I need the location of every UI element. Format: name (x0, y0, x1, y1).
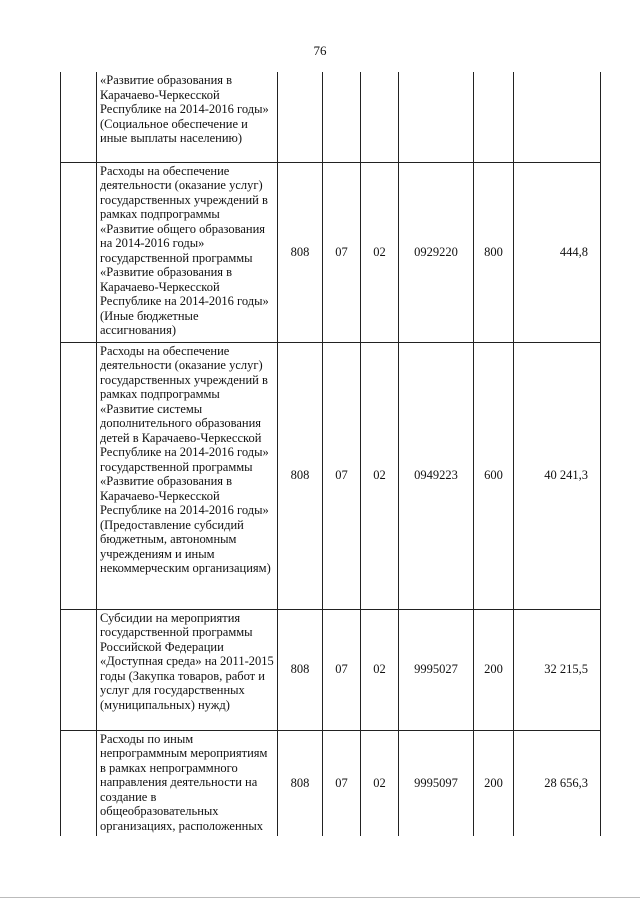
table-row (61, 342, 601, 609)
ministry-code-cell: 808 (278, 609, 323, 730)
target-code-cell: 9995097 (399, 730, 474, 836)
table-row (61, 730, 601, 836)
expense-type-cell: 800 (474, 162, 514, 342)
expense-name-cell: Расходы на обеспечение деятельности (оказание услуг) государственных учреждений в рамках подпрограммы «Развитие системы дополнительного образования детей в Карачаево-Черкесской Республике на 2014-2016 годы» государственной программы «Развитие образования в Карачаево-Черкесской Республике на 2014-2016 годы» (Предоставление субсидий бюджетным, автономным учреждениям и иным некоммерческим организациям) (97, 342, 278, 609)
amount-cell: 40 241,3 (514, 342, 601, 609)
target-code-cell: 0929220 (399, 162, 474, 342)
subsection-code-cell: 02 (361, 162, 399, 342)
ministry-code-cell: 808 (278, 342, 323, 609)
row-number-cell (61, 609, 97, 730)
section-code-cell: 07 (323, 609, 361, 730)
expense-type-cell: 200 (474, 730, 514, 836)
row-number-cell (61, 162, 97, 342)
scan-edge-line (0, 897, 640, 898)
section-code-cell: 07 (323, 342, 361, 609)
expense-name-cell: Субсидии на мероприятия государственной программы Российской Федерации «Доступная среда» на 2011-2015 годы (Закупка товаров, работ и услуг для государственных (муниципальных) нужд) (97, 609, 278, 730)
ministry-code-cell: 808 (278, 730, 323, 836)
section-code-cell: 07 (323, 162, 361, 342)
subsection-code-cell: 02 (361, 730, 399, 836)
expense-type-cell: 600 (474, 342, 514, 609)
section-code-cell (323, 72, 361, 162)
page-number: 76 (313, 43, 327, 58)
expense-type-cell (474, 72, 514, 162)
amount-cell: 32 215,5 (514, 609, 601, 730)
table-row (61, 72, 601, 162)
amount-cell: 28 656,3 (514, 730, 601, 836)
budget-table (60, 72, 601, 836)
row-number-cell (61, 342, 97, 609)
row-number-cell (61, 72, 97, 162)
subsection-code-cell: 02 (361, 609, 399, 730)
amount-cell: 444,8 (514, 162, 601, 342)
target-code-cell: 0949223 (399, 342, 474, 609)
amount-cell (514, 72, 601, 162)
expense-type-cell: 200 (474, 609, 514, 730)
expense-name-cell: Расходы на обеспечение деятельности (оказание услуг) государственных учреждений в рамках подпрограммы «Развитие общего образования на 2014-2016 годы» государственной программы «Развитие образования в Карачаево-Черкесской Республике на 2014-2016 годы» (Иные бюджетные ассигнования) (97, 162, 278, 342)
target-code-cell: 9995027 (399, 609, 474, 730)
ministry-code-cell: 808 (278, 162, 323, 342)
expense-name-cell: Расходы по иным непрограммным мероприятиям в рамках непрограммного направления деятельности на создание в общеобразовательных организациях, расположенных (97, 730, 278, 836)
expense-name-cell: «Развитие образования в Карачаево-Черкесской Республике на 2014-2016 годы» (Социальное обеспечение и иные выплаты населению) (97, 72, 278, 162)
table-row (61, 609, 601, 730)
ministry-code-cell (278, 72, 323, 162)
target-code-cell (399, 72, 474, 162)
table-row (61, 162, 601, 342)
section-code-cell: 07 (323, 730, 361, 836)
row-number-cell (61, 730, 97, 836)
subsection-code-cell: 02 (361, 342, 399, 609)
subsection-code-cell (361, 72, 399, 162)
